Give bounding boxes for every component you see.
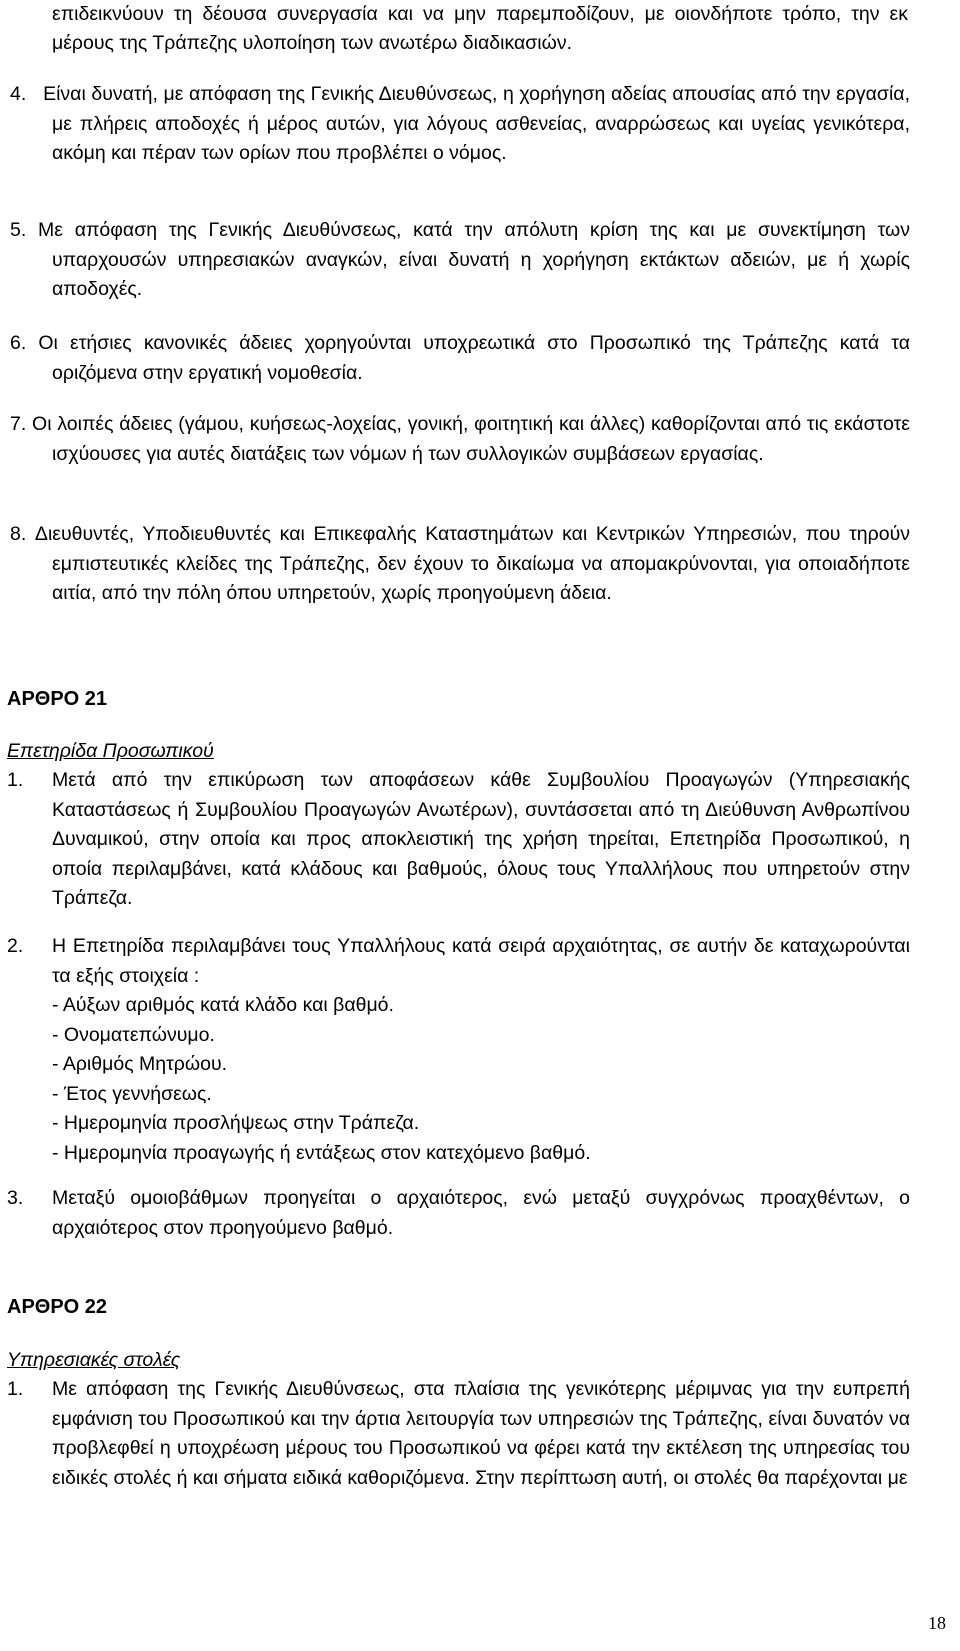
article21-paragraph-2: 2. Η Επετηρίδα περιλαμβάνει τους Υπαλλήλους κατά σειρά αρχαιότητας, σε αυτήν δε καταχωρούνται τα εξής στοιχεία : - Αύξων αριθμός κατά κλάδο και βαθμό. - Ονοματεπώνυμο. - Αριθμός Μητρώου. - Έτος γεννήσεως. - Ημερομηνία προσλήψεως στην Τράπεζα. - Ημερομηνία προαγωγής ή εντάξεως στον κατεχόμενο βαθμό. — [7, 932, 910, 1168]
page-number: 18 — [928, 1613, 946, 1633]
article20-item-5: 5. Με απόφαση της Γενικής Διευθύνσεως, κατά την απόλυτη κρίση της και με συνεκτίμηση των υπαρχουσών υπηρεσιακών αναγκών, είναι δυνατή η χορήγηση εκτάκτων αδειών, με ή χωρίς αποδοχές. — [10, 219, 910, 300]
list-item: - Αύξων αριθμός κατά κλάδο και βαθμό. — [52, 994, 394, 1016]
article20-item-6: 6. Οι ετήσιες κανονικές άδειες χορηγούνται υποχρεωτικά στο Προσωπικό της Τράπεζης κατά τα οριζόμενα στην εργατική νομοθεσία. — [10, 332, 911, 384]
article21-subtitle: Επετηρίδα Προσωπικού — [7, 740, 214, 762]
list-item: - Ημερομηνία προαγωγής ή εντάξεως στον κατεχόμενο βαθμό. — [52, 1141, 591, 1164]
article22-subtitle: Υπηρεσιακές στολές — [7, 1349, 181, 1371]
article21-paragraph-3: 3. Μεταξύ ομοιοβάθμων προηγείται ο αρχαιότερος, ενώ μεταξύ συγχρόνως προαχθέντων, ο αρχαιότερος στον προηγούμενο βαθμό. — [7, 1187, 910, 1239]
article20-item-4: 4. Είναι δυνατή, με απόφαση της Γενικής Διευθύνσεως, η χορήγηση αδείας απουσίας από την εργασία, με πλήρεις αποδοχές ή μέρος αυτών, για λόγους ασθενείας, αναρρώσεως και υγείας γενικότερα, ακόμη και πέραν των ορίων που προβλέπει ο νόμος. — [10, 83, 910, 164]
article21-paragraph-1: 1. Μετά από την επικύρωση των αποφάσεων κάθε Συμβουλίου Προαγωγών (Υπηρεσιακής Καταστάσεως ή Συμβουλίου Προαγωγών Ανωτέρων), συντάσσεται από τη Διεύθυνση Ανθρωπίνου Δυναμικού, στην οποία και προς αποκλειστική της χρήση τηρείται, Επετηρίδα Προσωπικού, η οποία περιλαμβάνει, κατά κλάδους και βαθμούς, όλους τους Υπαλλήλους που υπηρετούν στην Τράπεζα. — [7, 769, 910, 909]
list-item: - Ημερομηνία προσλήψεως στην Τράπεζα. — [52, 1112, 420, 1134]
article20-item-8: 8. Διευθυντές, Υποδιευθυντές και Επικεφαλής Καταστημάτων και Κεντρικών Υπηρεσιών, που τηρούν εμπιστευτικές κλείδες της Τράπεζης, δεν έχουν το δικαίωμα να απομακρύνονται, για οποιαδήποτε αιτία, από την πόλη όπου υπηρετούν, χωρίς προηγούμενη άδεια. — [10, 523, 911, 604]
article21-title: ΑΡΘΡΟ 21 — [7, 688, 108, 710]
article22-title: ΑΡΘΡΟ 22 — [7, 1296, 108, 1318]
article20-item-7: 7. Οι λοιπές άδειες (γάμου, κυήσεως-λοχείας, γονική, φοιτητική και άλλες) καθορίζονται από τις εκάστοτε ισχύουσες για αυτές διατάξεις των νόμων ή των συλλογικών συμβάσεων εργασίας. — [10, 413, 910, 465]
article22-paragraph-1: 1. Με απόφαση της Γενικής Διευθύνσεως, στα πλαίσια της γενικότερης μέριμνας για την ευπρεπή εμφάνιση του Προσωπικού και την άρτια λειτουργία των υπηρεσιών της Τράπεζης, είναι δυνατόν να προβλεφθεί η υποχρέωση μέρους του Προσωπικού να φέρει κατά την εκτέλεση της υπηρεσίας του ειδικές στολές ή και σήματα ειδικά καθοριζόμενα. Στην περίπτωση αυτή, οι στολές θα παρέχονται με — [7, 1378, 910, 1489]
list-item: - Έτος γεννήσεως. — [52, 1082, 212, 1105]
list-item: - Αριθμός Μητρώου. — [52, 1053, 228, 1075]
list-item: - Ονοματεπώνυμο. — [52, 1023, 215, 1046]
intro-continuation: επιδεικνύουν τη δέουσα συνεργασία και να μην παρεμποδίζουν, με οιονδήποτε τρόπο, την εκ μέρους της Τράπεζης υλοποίηση των ανωτέρω διαδικασιών. — [52, 3, 908, 54]
